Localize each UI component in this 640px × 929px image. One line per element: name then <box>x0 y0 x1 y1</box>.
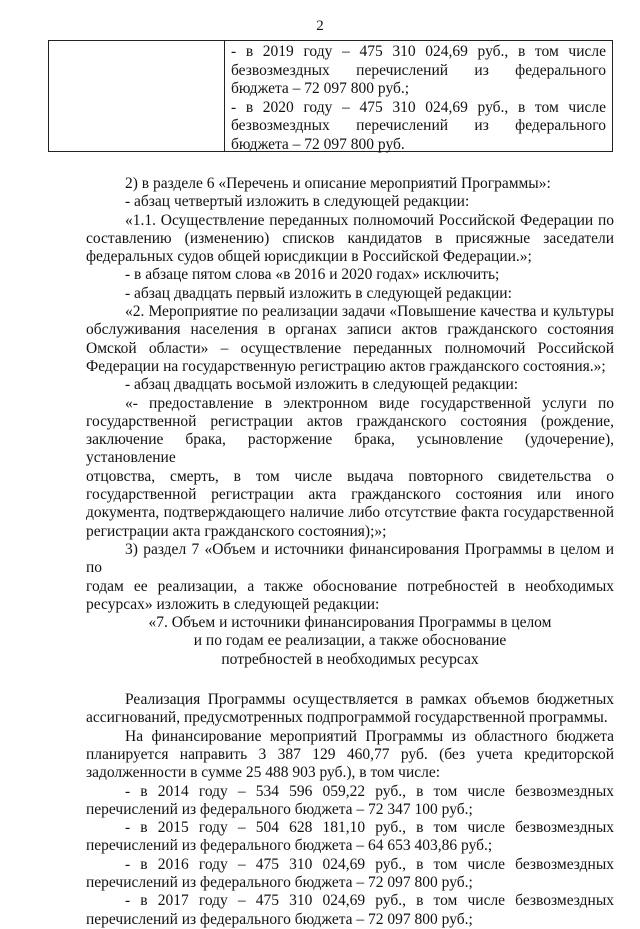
document-body <box>86 175 614 929</box>
body-line: - в абзаце пятом слова «в 2016 и 2020 годах» исключить; <box>125 266 500 284</box>
body-line: перечислений из федерального бюджета – 72 347 100 руб.; <box>86 800 473 818</box>
body-line: заключение брака, расторжение брака, усыновление (удочерение), установление <box>86 431 614 467</box>
body-line: документа, подтверждающего наличие либо отсутствие факта государственной <box>86 504 614 522</box>
table-line: безвозмездных перечислений из федерального <box>231 117 606 134</box>
body-line: перечислений из федерального бюджета – 64 653 403,86 руб.; <box>86 837 493 855</box>
table-line: безвозмездных перечислений из федерального <box>231 61 606 79</box>
body-line: перечислений из федерального бюджета – 72 097 800 руб.; <box>86 910 473 928</box>
vertical-spacer <box>86 669 614 691</box>
table-line: бюджета – 72 097 800 руб.; <box>231 80 410 97</box>
body-line: задолженности в сумме 25 488 903 руб.), в том числе: <box>86 764 441 782</box>
body-line: государственной регистрации акта гражданского состояния или иного <box>86 486 614 504</box>
body-line: - абзац двадцать восьмой изложить в следующей редакции: <box>125 376 519 394</box>
section-heading-line: «7. Объем и источники финансирования Программы в целом <box>148 614 552 632</box>
body-line: - в 2016 году – 475 310 024,69 руб., в том числе безвозмездных <box>125 855 614 873</box>
table-cell-funding <box>231 43 606 154</box>
body-line: - абзац четвертый изложить в следующей редакции: <box>125 193 470 211</box>
body-line: - абзац двадцать первый изложить в следующей редакции: <box>125 284 512 302</box>
table-column-divider <box>224 41 225 151</box>
table-line: - в 2020 году – 475 310 024,69 руб., в том числе <box>231 98 606 116</box>
body-line: составлению (изменению) списков кандидатов в присяжные заседатели <box>86 229 614 247</box>
section-heading-line: потребностей в необходимых ресурсах <box>221 650 479 668</box>
body-line: регистрации акта гражданского состояния);»; <box>86 522 387 540</box>
page-number: 2 <box>316 18 324 34</box>
body-line: ассигнований, предусмотренных подпрограммой государственной программы. <box>86 709 608 727</box>
body-line: «2. Мероприятие по реализации задачи «Повышение качества и культуры <box>125 303 614 321</box>
body-line: Омской области» – осуществление переданных полномочий Российской <box>86 339 614 357</box>
body-line: 3) раздел 7 «Объем и источники финансирования Программы в целом и по <box>86 540 614 577</box>
table-line: бюджета – 72 097 800 руб. <box>231 135 405 153</box>
continuation-table <box>48 40 613 152</box>
body-line: Федерации на государственную регистрацию актов гражданского состояния.»; <box>86 357 606 375</box>
body-line: - в 2014 году – 534 596 059,22 руб., в том числе безвозмездных <box>125 782 614 800</box>
body-line: планируется направить 3 387 129 460,77 руб. (без учета кредиторской <box>86 745 614 763</box>
body-line: 2) в разделе 6 «Перечень и описание мероприятий Программы»: <box>125 175 551 192</box>
body-line: обслуживания населения в органах записи актов гражданского состояния <box>86 321 614 339</box>
body-line: «1.1. Осуществление переданных полномочий Российской Федерации по <box>125 211 614 229</box>
body-line: ресурсах» изложить в следующей редакции: <box>86 595 380 613</box>
body-line: годам ее реализации, а также обоснование потребностей в необходимых <box>86 577 614 595</box>
body-line: государственной регистрации актов гражданского состояния (рождение, <box>86 412 614 430</box>
body-line: федеральных судов общей юрисдикции в Российской Федерации.»; <box>86 248 532 266</box>
body-line: Реализация Программы осуществляется в рамках объемов бюджетных <box>125 691 614 709</box>
body-line: - в 2015 году – 504 628 181,10 руб., в том числе безвозмездных <box>125 819 614 837</box>
section-heading-line: и по годам ее реализации, а также обоснование <box>193 632 507 650</box>
body-line: На финансирование мероприятий Программы из областного бюджета <box>125 727 614 745</box>
body-line: отцовства, смерть, в том числе выдача повторного свидетельства о <box>86 467 614 485</box>
table-line: - в 2019 году – 475 310 024,69 руб., в том числе <box>231 43 606 60</box>
body-line: - в 2017 году – 475 310 024,69 руб., в том числе безвозмездных <box>125 892 614 910</box>
body-line: «- предоставление в электронном виде государственной услуги по <box>125 394 614 412</box>
body-line: перечислений из федерального бюджета – 72 097 800 руб.; <box>86 873 473 891</box>
